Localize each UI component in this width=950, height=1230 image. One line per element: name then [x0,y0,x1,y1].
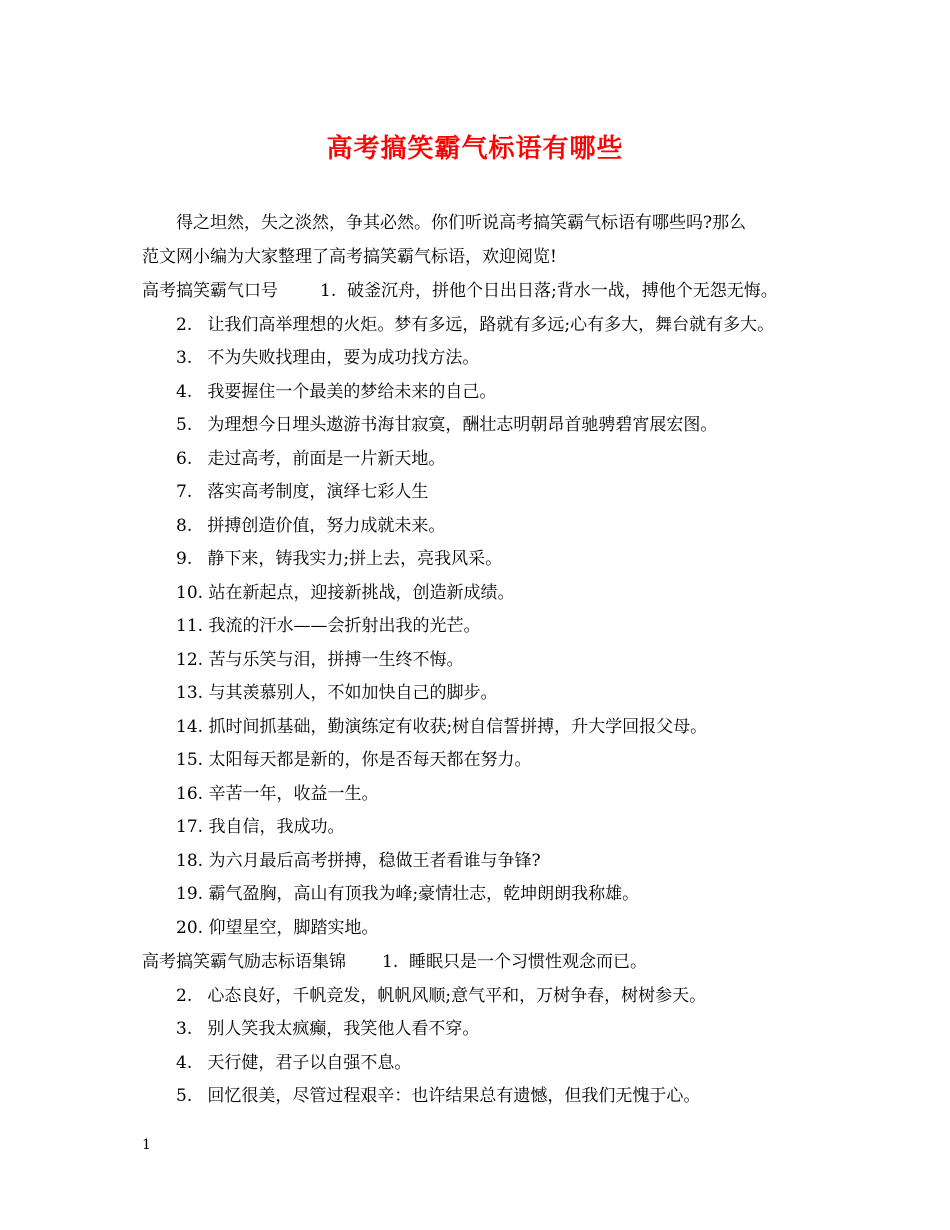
list-item-text: 天行健，君子以自强不息。 [207,1053,412,1073]
list-item-number: 5. [176,415,193,435]
list-item-number: 4. [176,382,193,402]
list-item-text: 别人笑我太疯癫，我笑他人看不穿。 [207,1019,480,1039]
section1-heading-line [142,280,778,302]
list-item-text: 与其羡慕别人，不如加快自己的脚步。 [208,683,498,703]
list-item [176,1052,411,1074]
list-item [176,1018,479,1040]
list-item [176,548,502,570]
intro-line-2: 范文网小编为大家整理了高考搞笑霸气标语，欢迎阅览! [142,247,557,267]
list-item-text: 落实高考制度，演绎七彩人生 [207,482,429,502]
list-item [176,649,463,671]
list-item-text: 走过高考，前面是一片新天地。 [207,449,446,469]
list-item [176,816,344,838]
list-item [176,347,479,369]
list-item [176,917,378,939]
list-item-text: 苦与乐笑与泪，拼搏一生终不悔。 [208,650,464,670]
list-item-number: 13. [176,683,204,703]
list-item-text: 让我们高举理想的火炬。梦有多远，路就有多远;心有多大，舞台就有多大。 [207,315,775,335]
list-item [176,314,774,336]
list-item [176,749,531,771]
page-number: 1 [142,1137,151,1153]
intro-paragraph [142,206,822,274]
list-item [176,985,706,1007]
list-item-number: 3. [176,1019,193,1039]
intro-line-1: 得之坦然，失之淡然，争其必然。你们听说高考搞笑霸气标语有哪些吗?那么 [176,213,747,233]
list-item [176,515,445,537]
list-item-text: 太阳每天都是新的，你是否每天都在努力。 [208,750,532,770]
list-item-number: 1. [320,281,337,301]
section1-heading: 高考搞笑霸气口号 [142,281,278,301]
list-item [176,883,639,905]
list-item-number: 8. [176,516,193,536]
list-item-text: 静下来，铸我实力;拼上去，亮我风采。 [207,549,503,569]
list-item-text: 辛苦一年，收益一生。 [208,784,379,804]
list-item-text: 睡眠只是一个习惯性观念而已。 [409,952,648,972]
list-item-number: 18. [176,851,204,871]
list-item [176,1085,700,1107]
list-item-text: 心态良好，千帆竞发，帆帆风顺;意气平和，万树争春，树树参天。 [207,986,707,1006]
list-item-number: 2. [176,315,193,335]
list-item-number: 5. [176,1086,193,1106]
list-item-text: 我要握住一个最美的梦给未来的自己。 [207,382,497,402]
list-item-text: 站在新起点，迎接新挑战，创造新成绩。 [208,583,515,603]
list-item-number: 6. [176,449,193,469]
list-item [176,481,428,503]
list-item-text: 我自信，我成功。 [208,817,345,837]
list-item [176,850,541,872]
list-item-number: 11. [176,616,204,636]
list-item [176,448,445,470]
list-item-text: 破釜沉舟，拼他个日出日落;背水一战，搏他个无怨无悔。 [347,281,778,301]
list-item-number: 10. [176,583,204,603]
list-item [176,381,496,403]
list-item [176,414,717,436]
section2-heading: 高考搞笑霸气励志标语集锦 [142,952,346,972]
section2-heading-line [142,951,647,973]
list-item-text: 为理想今日埋头遨游书海甘寂寞，酬壮志明朝昂首驰骋碧宵展宏图。 [207,415,718,435]
list-item [176,582,514,604]
list-item-text: 我流的汗水——会折射出我的光芒。 [208,616,481,636]
list-item-number: 15. [176,750,204,770]
list-item-text: 霸气盈胸，高山有顶我为峰;豪情壮志，乾坤朗朗我称雄。 [208,884,640,904]
list-item-number: 1. [382,952,399,972]
list-item-number: 4. [176,1053,193,1073]
list-item-number: 7. [176,482,193,502]
list-item [176,716,707,738]
list-item-number: 2. [176,986,193,1006]
list-item-number: 3. [176,348,193,368]
list-item-number: 9. [176,549,193,569]
document-title: 高考搞笑霸气标语有哪些 [326,134,624,164]
list-item-number: 20. [176,918,204,938]
list-item-text: 抓时间抓基础，勤演练定有收获;树自信誓拼搏，升大学回报父母。 [208,717,708,737]
list-item-text: 不为失败找理由，要为成功找方法。 [207,348,480,368]
list-item [176,615,480,637]
list-item [176,682,497,704]
list-item-number: 19. [176,884,204,904]
list-item-number: 16. [176,784,204,804]
list-item [176,783,378,805]
list-item-text: 仰望星空，脚踏实地。 [208,918,379,938]
list-item-number: 14. [176,717,204,737]
list-item-text: 为六月最后高考拼搏，稳做王者看谁与争锋? [208,851,541,871]
list-item-number: 17. [176,817,204,837]
list-item-text: 回忆很美，尽管过程艰辛：也许结果总有遗憾，但我们无愧于心。 [207,1086,701,1106]
list-item-number: 12. [176,650,204,670]
list-item-text: 拼搏创造价值，努力成就未来。 [207,516,446,536]
